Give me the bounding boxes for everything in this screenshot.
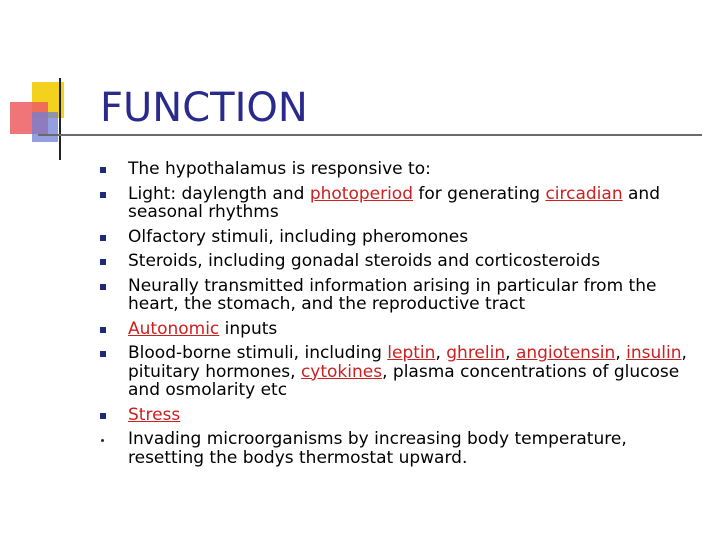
bullet-text: , (615, 343, 627, 363)
bullet-item (100, 277, 700, 314)
bullet-list (100, 160, 700, 473)
bullet-item (100, 160, 700, 179)
bullet-text: Neurally transmitted information arising in particular from the heart, the stomach, and the reproductive tract (128, 275, 657, 314)
bullet-square-icon (100, 167, 106, 173)
bullet-text: , (435, 343, 447, 363)
bullet-item (100, 406, 700, 425)
hyperlink-autonomic[interactable]: Autonomic (128, 318, 220, 339)
hyperlink-angiotensin[interactable]: angiotensin (515, 343, 616, 363)
bullet-text: , (505, 343, 516, 363)
bullet-text: Invading microorganisms by increasing body temperature, resetting the bodys thermostat upward. (128, 429, 627, 468)
hyperlink-circadian[interactable]: circadian (545, 183, 623, 204)
bullet-text: Light: daylength and (128, 183, 310, 204)
blue-square (32, 112, 58, 142)
bullet-item (100, 228, 700, 247)
bullet-square-icon (100, 413, 106, 419)
bullet-text: Blood-borne stimuli, including (128, 343, 388, 363)
bullet-item (100, 320, 700, 339)
hyperlink-leptin[interactable]: leptin (387, 343, 436, 363)
bullet-square-icon (100, 235, 106, 241)
bullet-item (100, 344, 700, 400)
decorative-logo (0, 0, 110, 170)
bullet-text: for generating (413, 183, 546, 204)
bullet-square-icon (100, 192, 106, 198)
bullet-square-icon (100, 284, 106, 290)
bullet-text: Steroids, including gonadal steroids and corticosteroids (128, 251, 601, 271)
hyperlink-photoperiod[interactable]: photoperiod (309, 183, 413, 204)
slide-title: FUNCTION (100, 85, 308, 131)
bullet-item (100, 185, 700, 222)
bullet-square-icon (100, 351, 106, 357)
bullet-text: Olfactory stimuli, including pheromones (128, 226, 469, 247)
bullet-dot-icon (101, 439, 104, 442)
bullet-text: and seasonal rhythms (128, 183, 660, 222)
bullet-item (100, 252, 700, 271)
title-divider (38, 134, 702, 136)
hyperlink-cytokines[interactable]: cytokines (300, 361, 383, 382)
hyperlink-stress[interactable]: Stress (128, 404, 181, 425)
bullet-text: inputs (219, 318, 278, 339)
bullet-item (100, 430, 700, 467)
hyperlink-ghrelin[interactable]: ghrelin (446, 343, 506, 363)
bullet-text: , plasma concentrations of glucose and osmolarity etc (128, 361, 680, 400)
bullet-text: The hypothalamus is responsive to: (128, 159, 431, 179)
bullet-square-icon (100, 327, 106, 333)
bullet-text: , pituitary hormones, (128, 343, 687, 382)
bullet-square-icon (100, 259, 106, 265)
hyperlink-insulin[interactable]: insulin (626, 343, 682, 363)
